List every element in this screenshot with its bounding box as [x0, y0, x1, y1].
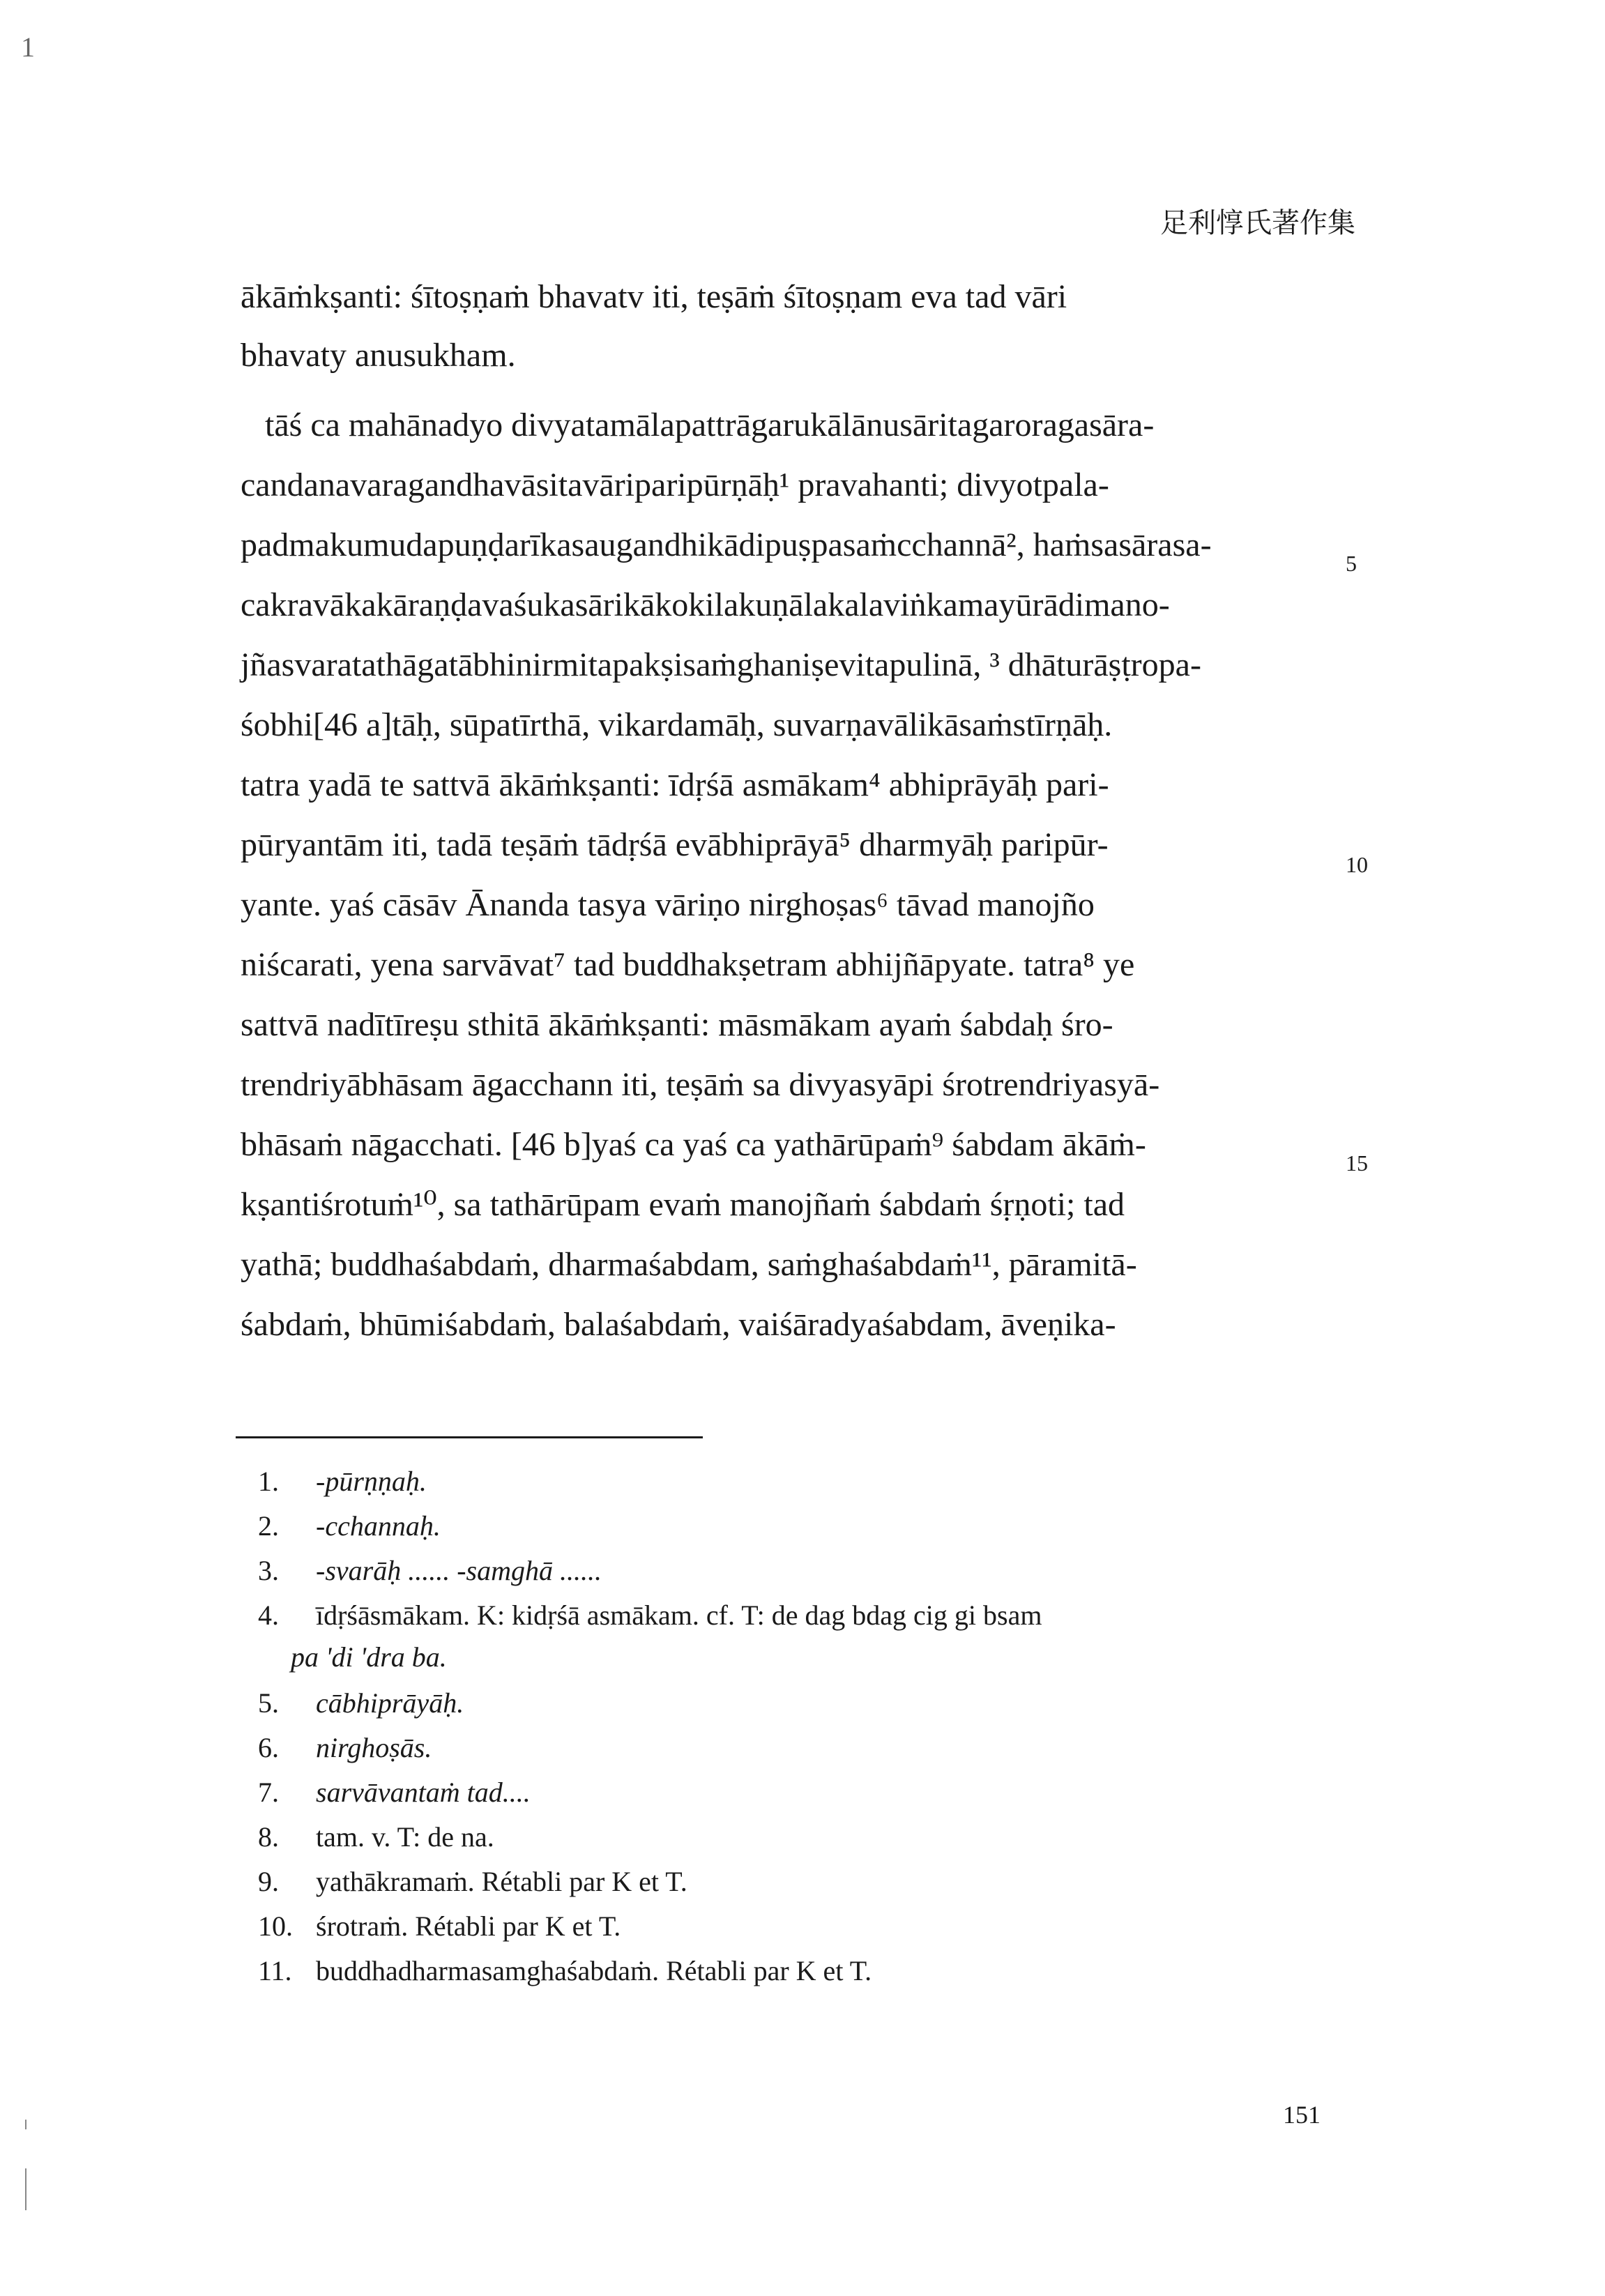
body-line: padmakumudapuṇḍarīkasaugandhikādipuṣpasaṁcchannā², haṁsasārasa- [241, 526, 1212, 563]
body-line: ākāṁkṣanti: śītoṣṇaṁ bhavatv iti, teṣāṁ śītoṣṇam eva tad vāri [241, 278, 1067, 315]
footnote-text: -pūrṇṇaḥ. [316, 1466, 427, 1497]
body-line: kṣantiśrotuṁ¹⁰, sa tathārūpam evaṁ manojñaṁ śabdaṁ śṛṇoti; tad [241, 1186, 1125, 1223]
body-line: bhāsaṁ nāgacchati. [46 b]yaś ca yaś ca yathārūpaṁ⁹ śabdam ākāṁ- [241, 1126, 1146, 1163]
body-line: pūryantām iti, tadā teṣāṁ tādṛśā evābhiprāyā⁵ dharmyāḥ paripūr- [241, 826, 1109, 863]
line-number: 10 [1346, 852, 1368, 877]
body-line: śobhi[46 a]tāḥ, sūpatīrthā, vikardamāḥ, suvarṇavālikāsaṁstīrṇāḥ. [241, 706, 1113, 743]
body-line: yathā; buddhaśabdaṁ, dharmaśabdam, saṁghaśabdaṁ¹¹, pāramitā- [241, 1246, 1137, 1283]
footnote-text: sarvāvantaṁ tad.... [316, 1777, 531, 1808]
edge-mark [25, 2168, 26, 2210]
edge-mark [25, 2120, 26, 2129]
footnote-text: -cchannaḥ. [316, 1510, 441, 1542]
footnote-number: 11. [258, 1955, 292, 1986]
footnote-number: 4. [258, 1599, 279, 1631]
footnote-continuation: pa 'di 'dra ba. [291, 1641, 447, 1673]
footnote-number: 7. [258, 1777, 279, 1808]
body-line: niścarati, yena sarvāvat⁷ tad buddhakṣetram abhijñāpyate. tatra⁸ ye [241, 946, 1135, 983]
footnote-text: śrotraṁ. Rétabli par K et T. [316, 1910, 621, 1942]
footnote-number: 3. [258, 1555, 279, 1586]
footnote-text: buddhadharmasamghaśabdaṁ. Rétabli par K et T. [316, 1955, 872, 1986]
body-line: yante. yaś cāsāv Ānanda tasya vāriṇo nirghoṣas⁶ tāvad manojño [241, 886, 1095, 923]
footnote-number: 6. [258, 1732, 279, 1763]
body-line: tāś ca mahānadyo divyatamālapattrāgarukālānusāritagaroragasāra- [265, 406, 1155, 443]
body-line: candanavaragandhavāsitavāriparipūrṇāḥ¹ pravahanti; divyotpala- [241, 466, 1109, 503]
footnote-number: 8. [258, 1821, 279, 1853]
footnote-number: 10. [258, 1910, 293, 1942]
body-line: bhavaty anusukham. [241, 337, 516, 374]
body-line: trendriyābhāsam āgacchann iti, teṣāṁ sa divyasyāpi śrotrendriyasyā- [241, 1066, 1160, 1103]
footnote-text: cābhiprāyāḥ. [316, 1687, 464, 1719]
footnote-text: yathākramaṁ. Rétabli par K et T. [316, 1866, 687, 1897]
footnote-rule [236, 1436, 703, 1438]
body-line: sattvā nadītīreṣu sthitā ākāṁkṣanti: māsmākam ayaṁ śabdaḥ śro- [241, 1006, 1113, 1043]
footnote-number: 9. [258, 1866, 279, 1897]
margin-mark: 1 [21, 31, 35, 63]
body-line: cakravākakāraṇḍavaśukasārikākokilakuṇālakalaviṅkamayūrādimano- [241, 586, 1170, 623]
body-line: jñasvaratathāgatābhinirmitapakṣisaṁghaniṣevitapulinā, ³ dhāturāṣṭropa- [241, 646, 1201, 683]
line-number: 15 [1346, 1150, 1368, 1176]
body-line: tatra yadā te sattvā ākāṁkṣanti: īdṛśā asmākam⁴ abhiprāyāḥ pari- [241, 766, 1109, 803]
footnote-text: īdṛśāsmākam. K: kidṛśā asmākam. cf. T: de dag bdag cig gi bsam [316, 1599, 1042, 1631]
page-number: 151 [1283, 2101, 1321, 2129]
footnote-number: 1. [258, 1466, 279, 1497]
footnote-number: 5. [258, 1687, 279, 1719]
footnote-text: tam. v. T: de na. [316, 1821, 494, 1853]
running-header: 足利惇氏著作集 [1160, 207, 1355, 239]
body-line: śabdaṁ, bhūmiśabdaṁ, balaśabdaṁ, vaiśāradyaśabdam, āveṇika- [241, 1306, 1116, 1343]
footnote-text: nirghoṣās. [316, 1732, 432, 1763]
line-number: 5 [1346, 551, 1357, 576]
footnote-number: 2. [258, 1510, 279, 1542]
footnote-text: -svarāḥ ...... -samghā ...... [316, 1555, 602, 1586]
